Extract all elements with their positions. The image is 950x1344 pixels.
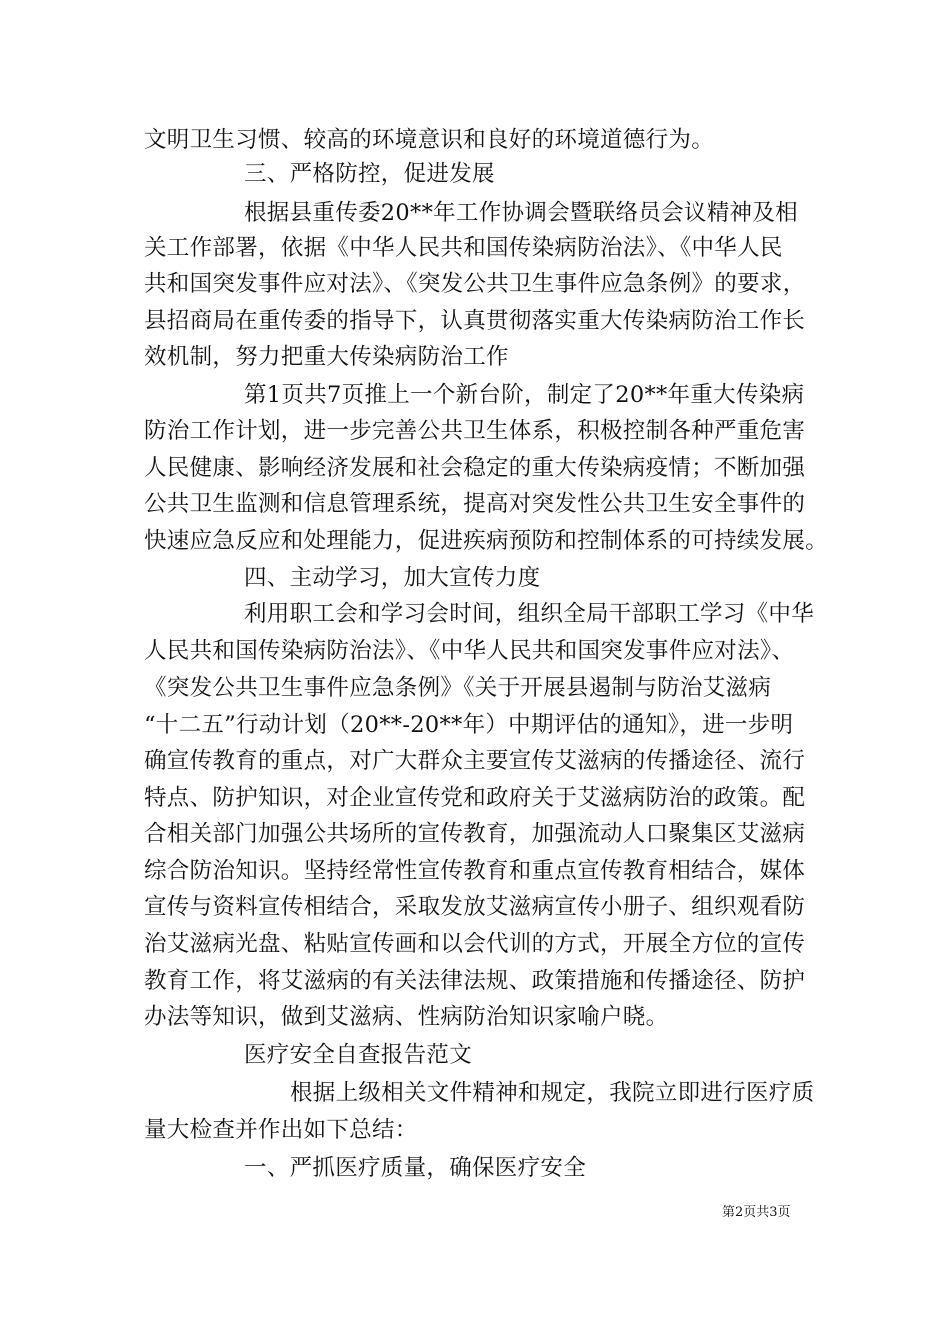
body-text-line: 共和国突发事件应对法》、《突发公共卫生事件应急条例》的要求， xyxy=(144,271,806,297)
body-text-line: 人民共和国传染病防治法》、《中华人民共和国突发事件应对法》、 xyxy=(144,638,795,664)
body-text-line: 关工作部署，依据《中华人民共和国传染病防治法》、《中华人民 xyxy=(144,235,783,261)
body-text-line: 办法等知识，做到艾滋病、性病防治知识家喻户晓。 xyxy=(144,1004,669,1030)
body-text-line: 文明卫生习惯、较高的环境意识和良好的环境道德行为。 xyxy=(144,127,715,153)
body-text-line: 特点、防护知识，对企业宣传党和政府关于艾滋病防治的政策。配 xyxy=(144,785,806,811)
section-heading-4: 四、主动学习，加大宣传力度 xyxy=(244,565,541,591)
body-text-line: “十二五”行动计划（20**-20**年）中期评估的通知》，进一步明 xyxy=(144,712,794,738)
body-text-line: 根据县重传委20**年工作协调会暨联络员会议精神及相 xyxy=(244,200,798,226)
page-footer: 第2页共3页 xyxy=(722,1205,791,1220)
body-text-line: 综合防治知识。坚持经常性宣传教育和重点宣传教育相结合，媒体 xyxy=(144,858,806,884)
body-text-line: 利用职工会和学习会时间，组织全局干部职工学习《中华 xyxy=(244,601,815,627)
body-text-line: 根据上级相关文件精神和规定，我院立即进行医疗质 xyxy=(290,1080,815,1106)
body-text-line: 《突发公共卫生事件应急条例》《关于开展县遏制与防治艾滋病 xyxy=(144,675,772,701)
body-text-line: 教育工作，将艾滋病的有关法律法规、政策措施和传播途径、防护 xyxy=(144,968,806,994)
body-text-line: 人民健康、影响经济发展和社会稳定的重大传染病疫情；不断加强 xyxy=(144,455,806,481)
body-text-line: 公共卫生监测和信息管理系统，提高对突发性公共卫生安全事件的 xyxy=(144,491,806,517)
section-heading-3: 三、严格防控，促进发展 xyxy=(244,161,495,187)
body-text-line: 确宣传教育的重点，对广大群众主要宣传艾滋病的传播途径、流行 xyxy=(144,748,806,774)
body-text-line: 效机制，努力把重大传染病防治工作 xyxy=(144,344,509,370)
document-title: 医疗安全自查报告范文 xyxy=(244,1042,473,1068)
body-text-line: 宣传与资料宣传相结合，采取发放艾滋病宣传小册子、组织观看防 xyxy=(144,894,806,920)
body-text-line: 防治工作计划，进一步完善公共卫生体系，积极控制各种严重危害 xyxy=(144,418,806,444)
body-text-line: 治艾滋病光盘、粘贴宣传画和以会代训的方式，开展全方位的宣传 xyxy=(144,931,806,957)
section-heading-1: 一、严抓医疗质量，确保医疗安全 xyxy=(244,1155,587,1181)
body-text-line: 合相关部门加强公共场所的宣传教育，加强流动人口聚集区艾滋病 xyxy=(144,821,806,847)
body-text-line: 快速应急反应和处理能力，促进疾病预防和控制体系的可持续发展。 xyxy=(144,528,829,554)
body-text-line: 县招商局在重传委的指导下，认真贯彻落实重大传染病防治工作长 xyxy=(144,308,806,334)
body-text-line: 量大检查并作出如下总结： xyxy=(144,1117,418,1143)
body-text-line: 第1页共7页推上一个新台阶，制定了20**年重大传染病 xyxy=(244,382,805,408)
